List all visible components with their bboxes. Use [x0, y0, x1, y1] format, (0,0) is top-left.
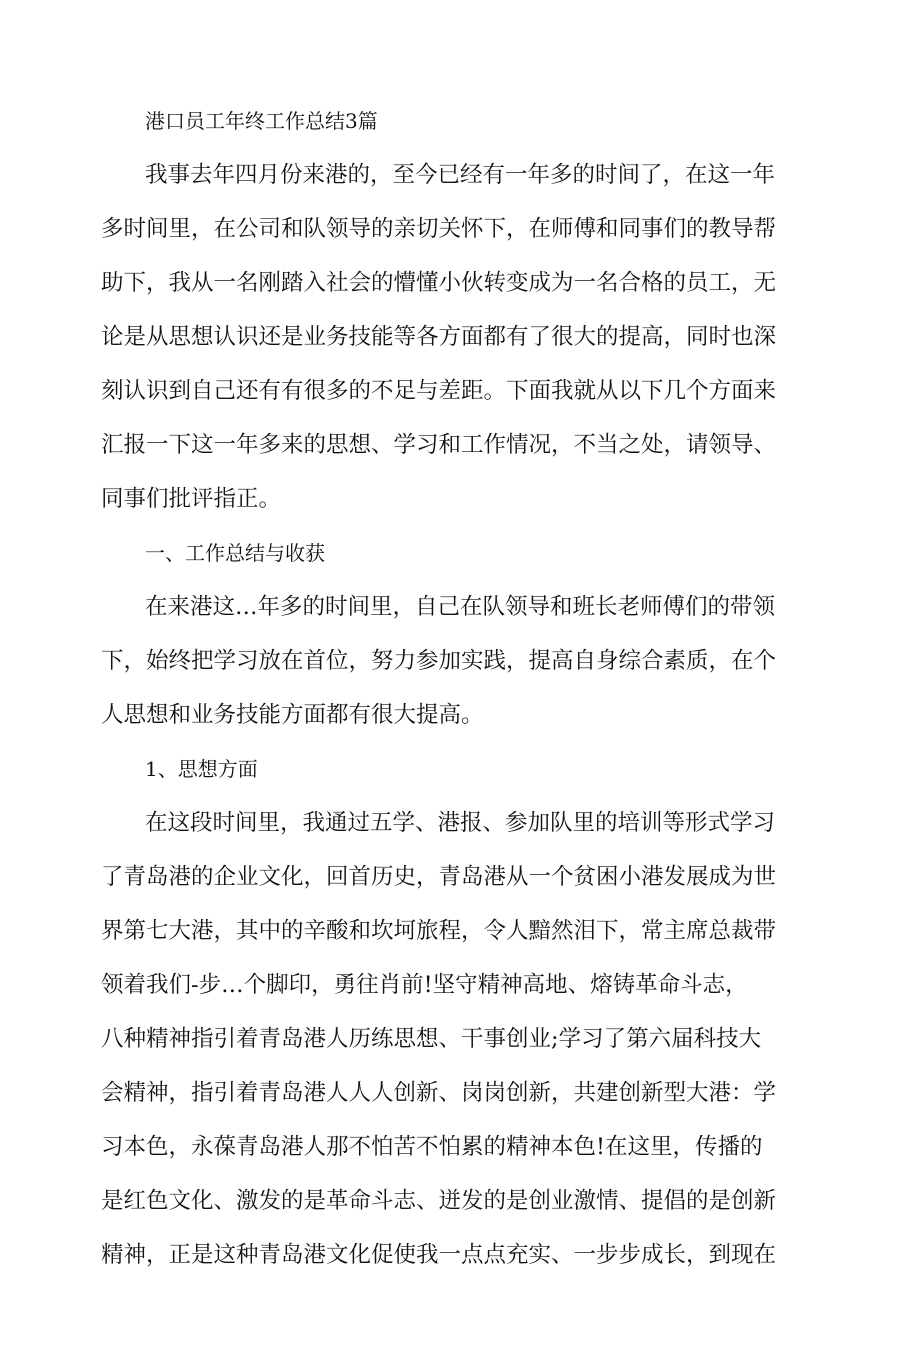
subsection-line-2: 了青岛港的企业文化，回首历史，青岛港从一个贫困小港发展成为世 [101, 864, 777, 890]
subsection-line-3: 界第七大港，其中的辛酸和坎坷旅程，令人黯然泪下，常主席总裁带 [101, 918, 777, 944]
subsection-line-5: 八种精神指引着青岛港人历练思想、干事创业;学习了第六届科技大 [101, 1026, 762, 1052]
subsection-line-6: 会精神，指引着青岛港人人人创新、岗岗创新，共建创新型大港：学 [101, 1080, 777, 1106]
section-heading: 一、工作总结与收获 [145, 541, 325, 565]
section-line-1: 在来港这…年多的时间里，自己在队领导和班长老师傅们的带领 [145, 594, 776, 620]
section-line-2: 下，始终把学习放在首位，努力参加实践，提高自身综合素质，在个 [101, 648, 777, 674]
subsection-line-7: 习本色，永葆青岛港人那不怕苦不怕累的精神本色!在这里，传播的 [101, 1134, 763, 1160]
subsection-heading: 1、思想方面 [145, 757, 258, 781]
subsection-line-8: 是红色文化、激发的是革命斗志、迸发的是创业激情、提倡的是创新 [101, 1188, 777, 1214]
section-line-3: 人思想和业务技能方面都有很大提高。 [101, 702, 484, 728]
intro-line-2: 多时间里，在公司和队领导的亲切关怀下，在师傅和同事们的教导帮 [101, 216, 777, 242]
document-title: 港口员工年终工作总结3篇 [145, 109, 378, 133]
intro-line-1: 我事去年四月份来港的，至今已经有一年多的时间了，在这一年 [145, 162, 776, 188]
intro-line-3: 助下，我从一名刚踏入社会的懵懂小伙转变成为一名合格的员工，无 [101, 270, 777, 296]
subsection-line-1: 在这段时间里，我通过五学、港报、参加队里的培训等形式学习 [145, 810, 776, 836]
subsection-line-9: 精神，正是这种青岛港文化促使我一点点充实、一步步成长，到现在 [101, 1242, 777, 1268]
subsection-line-4: 领着我们-步…个脚印，勇往肖前!坚守精神高地、熔铸革命斗志， [101, 972, 748, 998]
intro-line-7: 同事们批评指正。 [101, 486, 282, 512]
intro-line-4: 论是从思想认识还是业务技能等各方面都有了很大的提高，同时也深 [101, 324, 777, 350]
intro-line-6: 汇报一下这一年多来的思想、学习和工作情况，不当之处，请领导、 [101, 432, 777, 458]
intro-line-5: 刻认识到自己还有有很多的不足与差距。下面我就从以下几个方面来 [101, 378, 777, 404]
